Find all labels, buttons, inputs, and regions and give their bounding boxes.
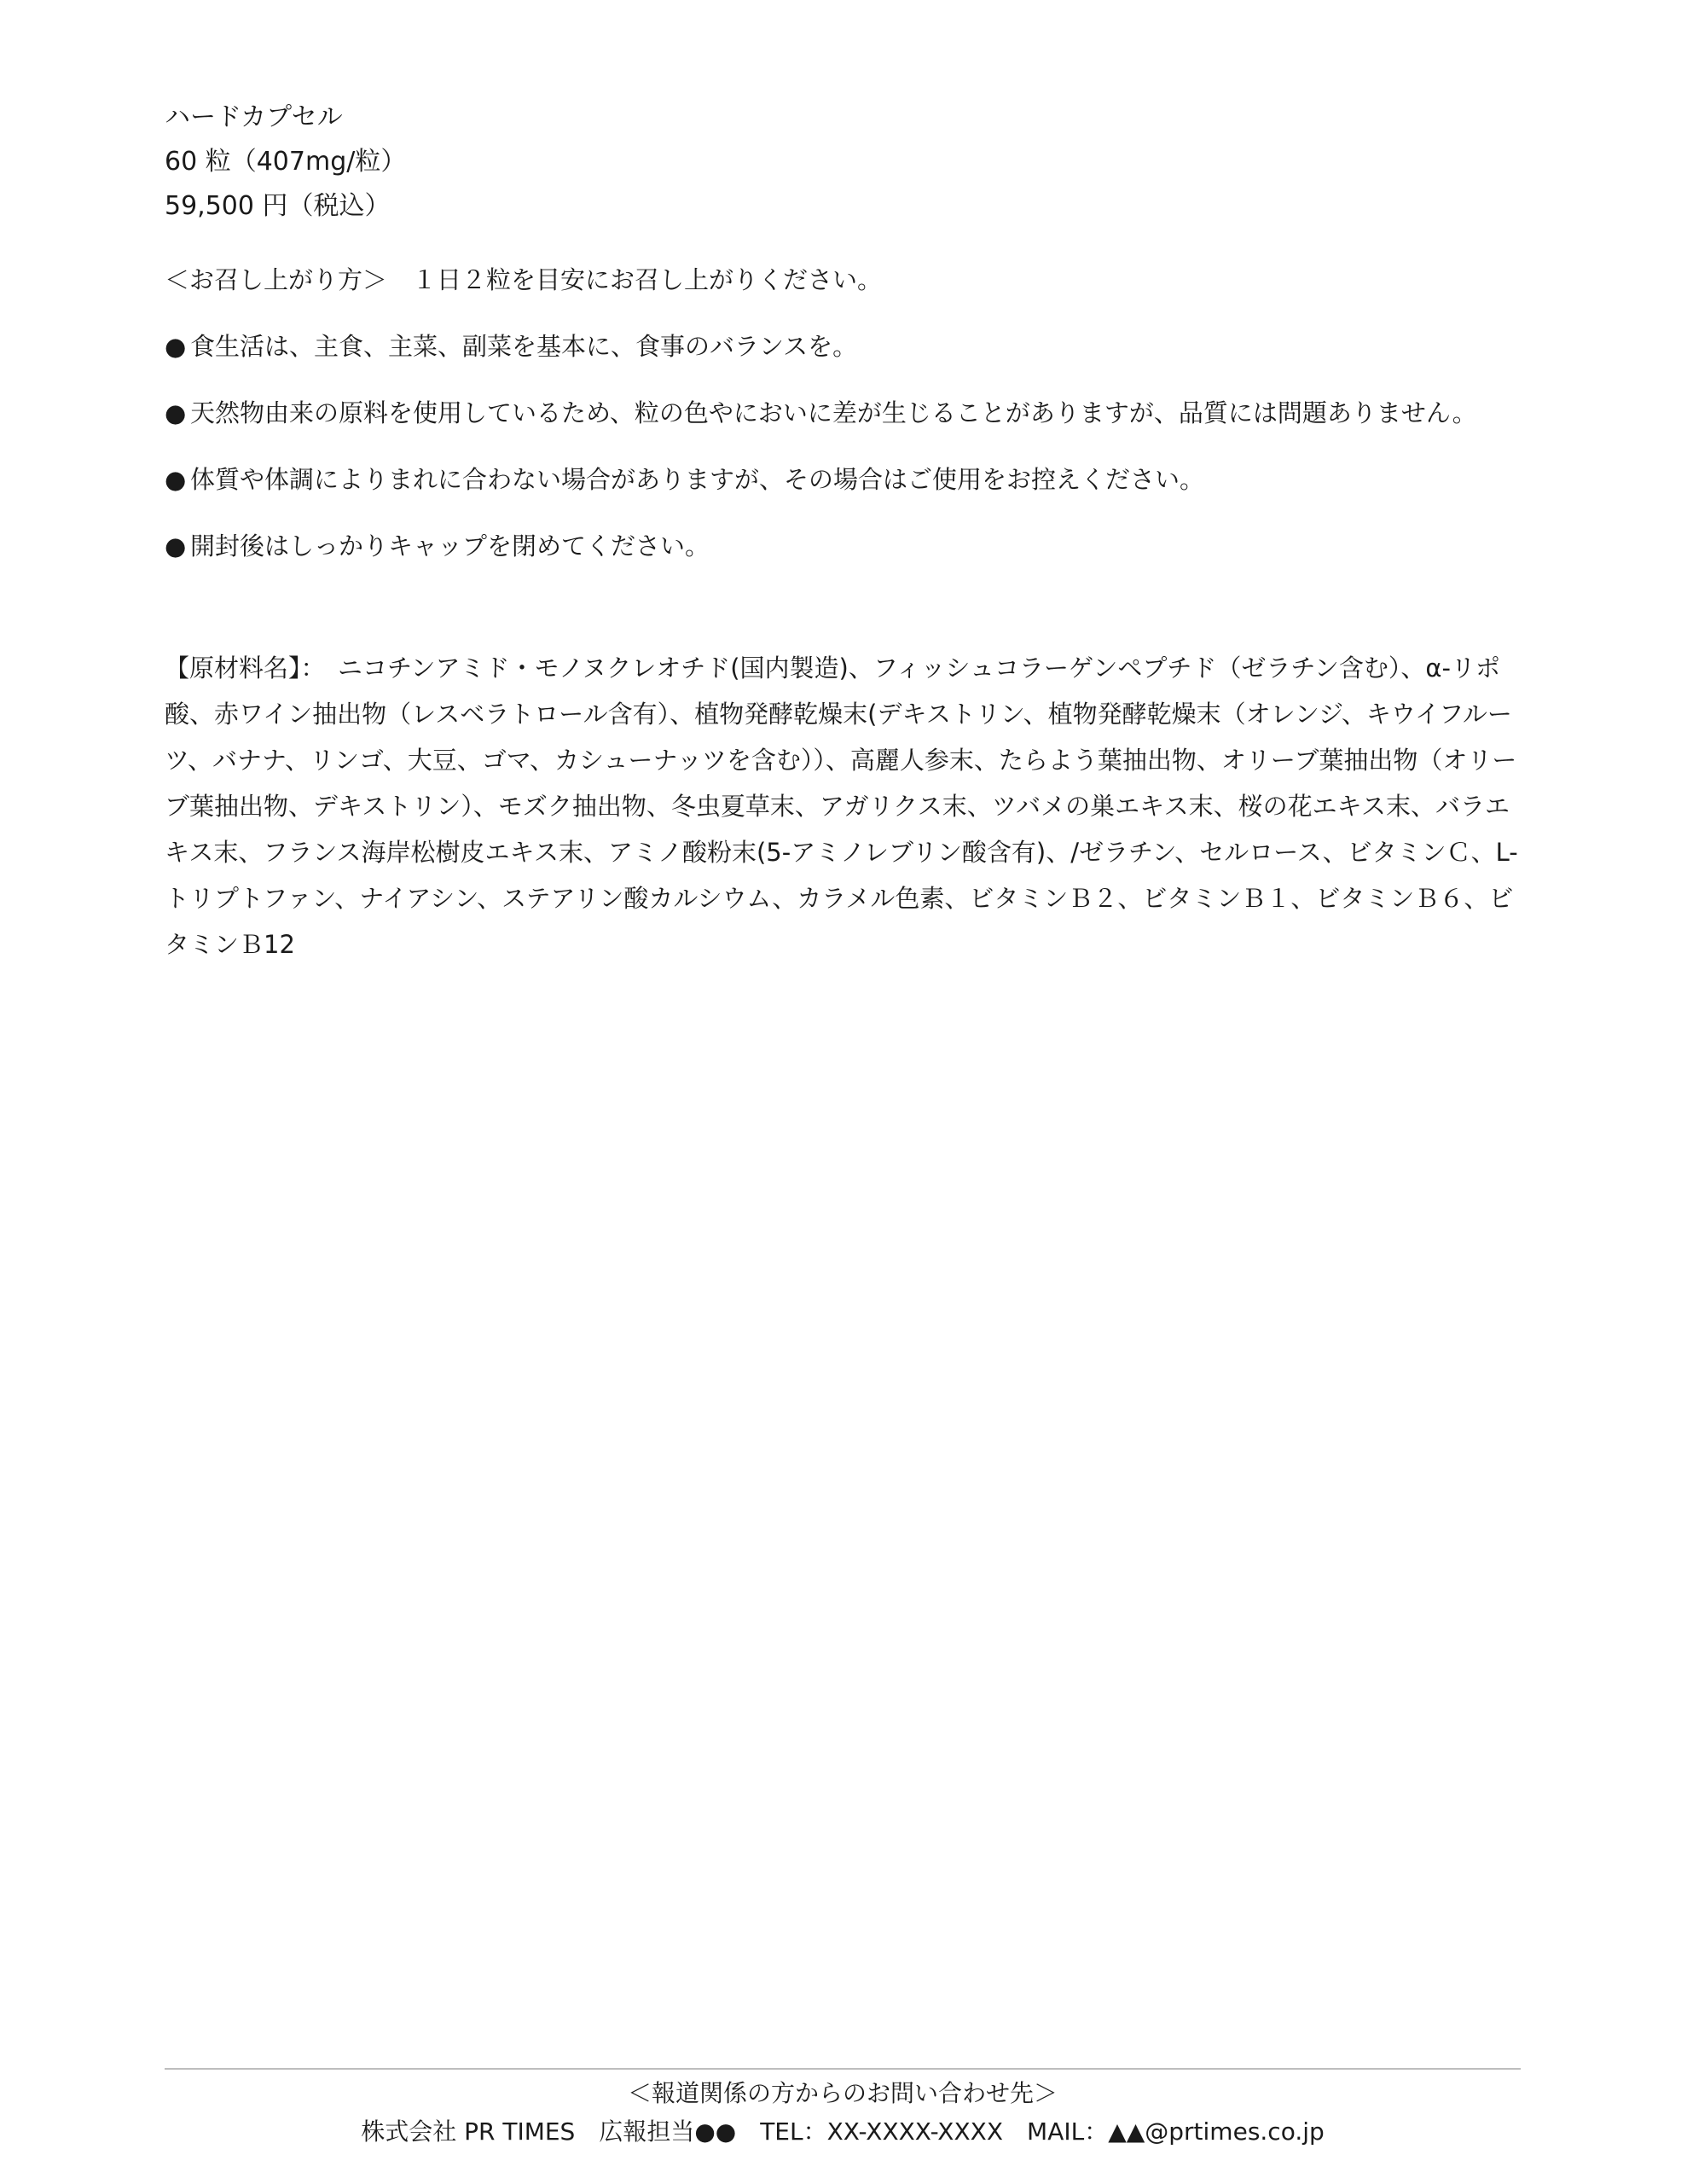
document-body [165,96,1521,967]
product-price: 59,500 円（税込） [165,191,391,221]
note-item [165,529,1521,563]
note-item [165,329,1521,363]
note-item [165,396,1521,430]
note-text: 食生活は、主食、主菜、副菜を基本に、食事のバランスを。 [190,332,858,361]
footer-title: ＜報道関係の方からのお問い合わせ先＞ [627,2079,1058,2107]
usage-instructions: ＜お召し上がり方＞ １日２粒を目安にお召し上がりください。 [165,265,883,294]
bullet-icon: ● [165,398,187,427]
press-contact-footer [165,2068,1521,2152]
note-text: 天然物由来の原料を使用しているため、粒の色やにおいに差が生じることがありますが、品質には問題ありません。 [190,398,1477,427]
bullet-icon: ● [165,465,187,494]
bullet-icon: ● [165,531,187,561]
ingredients-list: 【原材料名】： ニコチンアミド・モノヌクレオチド(国内製造)、フィッシュコラーゲンペプチド（ゼラチン含む）、α-リポ酸、赤ワイン抽出物（レスベラトロール含有）、植物発酵乾燥末(デキストリン、植物発酵乾燥末（オレンジ、キウイフルーツ、バナナ、リンゴ、大豆、ゴマ、カシューナッツを含む））、高麗人参末、たらよう葉抽出物、オリーブ葉抽出物（オリーブ葉抽出物、デキストリン）、モズク抽出物、冬虫夏草末、アガリクス末、ツバメの巣エキス末、桜の花エキス末、バラエキス末、フランス海岸松樹皮エキス末、アミノ酸粉末(5-アミノレブリン酸含有)、/ゼラチン、セルロース、ビタミンＣ、L-トリプトファン、ナイアシン、ステアリン酸カルシウム、カラメル色素、ビタミンＢ２、ビタミンＢ１、ビタミンＢ６、ビタミンＢ12 [165,653,1518,959]
product-quantity: 60 粒（407mg/粒） [165,147,407,177]
product-form: ハードカプセル [165,102,343,132]
footer-contact: 株式会社 PR TIMES 広報担当●● TEL：XX-XXXX-XXXX MAIL：▲▲@prtimes.co.jp [361,2117,1325,2146]
bullet-icon: ● [165,332,187,361]
note-item [165,462,1521,497]
note-text: 開封後はしっかりキャップを閉めてください。 [190,531,710,561]
note-text: 体質や体調によりまれに合わない場合がありますが、その場合はご使用をお控えください。 [190,465,1205,494]
